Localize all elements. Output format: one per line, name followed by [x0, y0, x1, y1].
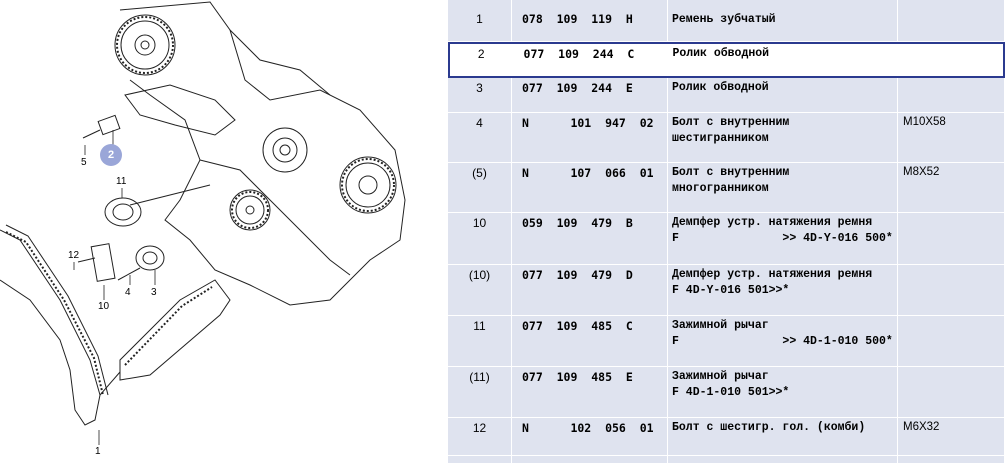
position-cell: (10): [448, 265, 512, 316]
part-number-cell: N 102 056 01: [512, 418, 668, 456]
callout-4[interactable]: 4: [125, 287, 131, 298]
description-cell: Болт с внутренним многогранником: [668, 163, 898, 213]
callout-1[interactable]: 1: [95, 446, 101, 457]
table-row[interactable]: [448, 213, 1005, 265]
part-number-cell: 077 109 244 E: [512, 78, 668, 113]
part-number-cell: N 107 066 01: [512, 163, 668, 213]
part-number-cell: 078 109 119 H: [512, 0, 668, 42]
engine-drawing: [0, 0, 448, 463]
part-number-cell: 077 109 485 C: [512, 316, 668, 367]
position-cell: 2: [477, 47, 485, 61]
note-cell: [898, 265, 1005, 316]
table-row[interactable]: [448, 113, 1005, 163]
part-number-cell: N 101 947 02: [512, 113, 668, 163]
callout-3[interactable]: 3: [151, 287, 157, 298]
description-cell: Демпфер устр. натяжения ремня F 4D-Y-016 501>>*: [668, 265, 898, 316]
description-cell: Ролик обводной: [672, 47, 770, 60]
note-cell: [898, 213, 1005, 265]
parts-diagram: [0, 0, 448, 463]
position-cell: 11: [448, 316, 512, 367]
parts-table: [448, 0, 1005, 463]
position-cell: 10: [448, 213, 512, 265]
position-cell: 12: [448, 418, 512, 456]
callout-5[interactable]: 5: [81, 157, 87, 168]
position-cell: 1: [448, 0, 512, 42]
description-cell: Ролик обводной: [668, 78, 898, 113]
part-number-cell: [512, 456, 668, 463]
position-cell: 4: [448, 113, 512, 163]
description-cell: Демпфер устр. натяжения ремня F >> 4D-Y-016 500*: [668, 213, 898, 265]
callout-11[interactable]: 11: [116, 176, 127, 187]
table-row[interactable]: [448, 316, 1005, 367]
note-cell: [898, 78, 1005, 113]
table-row[interactable]: [448, 418, 1005, 456]
callout-2-selected[interactable]: 2: [100, 144, 122, 166]
table-row-selected[interactable]: [448, 42, 1005, 78]
part-number-cell: 059 109 479 B: [512, 213, 668, 265]
position-cell: [448, 456, 512, 463]
callout-12[interactable]: 12: [68, 250, 80, 261]
part-number-cell: 077 109 485 E: [512, 367, 668, 418]
position-cell: (5): [448, 163, 512, 213]
position-cell: (11): [448, 367, 512, 418]
callout-10[interactable]: 10: [98, 301, 110, 312]
table-row[interactable]: [448, 367, 1005, 418]
note-cell: M6X32: [898, 418, 1005, 456]
note-cell: [897, 44, 1003, 76]
note-cell: M8X52: [898, 163, 1005, 213]
part-number-cell: 077 109 244 C: [523, 47, 635, 61]
position-cell: 3: [448, 78, 512, 113]
note-cell: [898, 456, 1005, 463]
note-cell: M10X58: [898, 113, 1005, 163]
description-cell: [668, 456, 898, 463]
table-row[interactable]: [448, 78, 1005, 113]
table-row[interactable]: [448, 265, 1005, 316]
note-cell: [898, 316, 1005, 367]
description-cell: Болт с шестигр. гол. (комби): [668, 418, 898, 456]
description-cell: Зажимной рычаг F 4D-1-010 501>>*: [668, 367, 898, 418]
description-cell: Ремень зубчатый: [668, 0, 898, 42]
part-number-cell: 077 109 479 D: [512, 265, 668, 316]
description-cell: Болт с внутренним шестигранником: [668, 113, 898, 163]
table-row[interactable]: [448, 163, 1005, 213]
note-cell: [898, 367, 1005, 418]
table-row[interactable]: [448, 0, 1005, 42]
note-cell: [898, 0, 1005, 42]
description-cell: Зажимной рычаг F >> 4D-1-010 500*: [668, 316, 898, 367]
table-row: [448, 456, 1005, 463]
